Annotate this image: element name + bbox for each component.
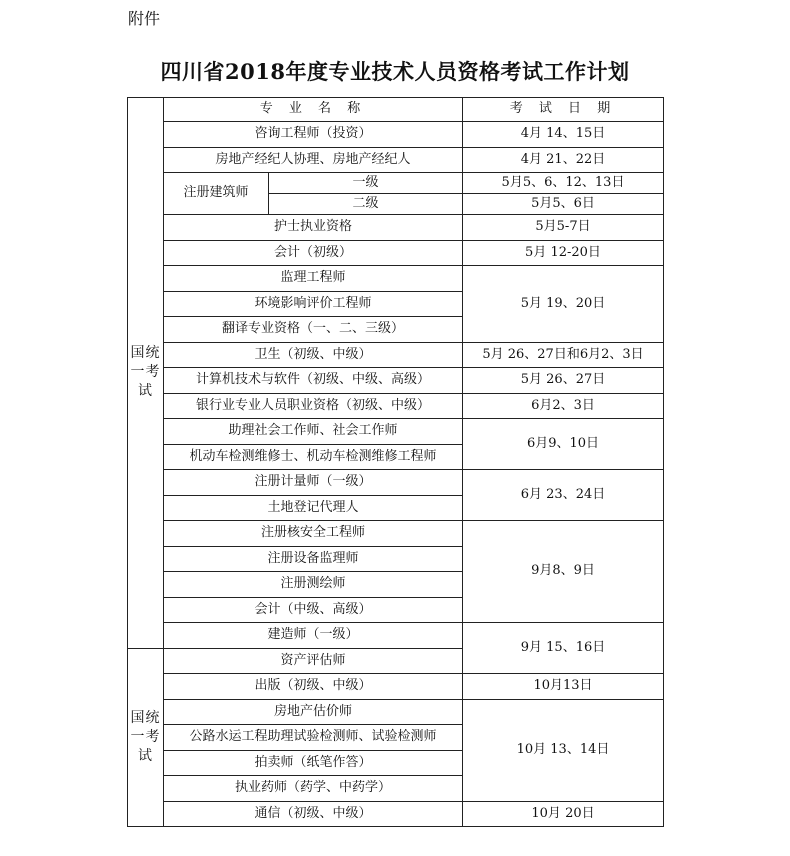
header-date-cell: 考 试 日 期 (463, 98, 664, 122)
exam-date: 5月 26、27日和6月2、3日 (463, 342, 664, 368)
table-header-row (128, 98, 664, 122)
exam-name: 拍卖师（纸笔作答） (164, 750, 463, 776)
table-row (128, 623, 664, 649)
table-row (128, 342, 664, 368)
exam-date: 4月 21、22日 (463, 147, 664, 173)
exam-name: 公路水运工程助理试验检测师、试验检测师 (164, 725, 463, 751)
exam-name: 银行业专业人员职业资格（初级、中级） (164, 393, 463, 419)
exam-name: 护士执业资格 (164, 215, 463, 241)
exam-date: 9月 15、16日 (463, 623, 664, 674)
exam-name: 注册计量师（一级） (164, 470, 463, 496)
exam-name: 会计（中级、高级） (164, 597, 463, 623)
exam-name: 会计（初级） (164, 240, 463, 266)
table-row (128, 240, 664, 266)
exam-name: 资产评估师 (164, 648, 463, 674)
exam-date: 9月8、9日 (463, 521, 664, 623)
exam-date: 5月 26、27日 (463, 368, 664, 394)
header-name-cell: 专 业 名 称 (164, 98, 463, 122)
exam-schedule-table (127, 97, 664, 827)
table-row (128, 521, 664, 547)
exam-date: 5月 19、20日 (463, 266, 664, 343)
table-row (128, 801, 664, 827)
exam-name: 注册测绘师 (164, 572, 463, 598)
table-row (128, 215, 664, 241)
exam-name: 执业药师（药学、中药学） (164, 776, 463, 802)
exam-name: 注册建筑师 (164, 173, 269, 215)
table-row (128, 393, 664, 419)
exam-name: 翻译专业资格（一、二、三级） (164, 317, 463, 343)
exam-date: 10月13日 (463, 674, 664, 700)
exam-name: 通信（初级、中级） (164, 801, 463, 827)
page-title: 四川省2018年度专业技术人员资格考试工作计划 (160, 59, 630, 84)
group-label-2: 国统一考试 (128, 648, 164, 827)
attachment-label: 附件 (128, 9, 161, 28)
exam-name: 房地产估价师 (164, 699, 463, 725)
table-row (128, 674, 664, 700)
exam-date: 4月 14、15日 (463, 122, 664, 148)
exam-name: 建造师（一级） (164, 623, 463, 649)
exam-date: 6月 23、24日 (463, 470, 664, 521)
table-row (128, 419, 664, 445)
exam-date: 5月5、6、12、13日 (463, 173, 664, 194)
table-row (128, 368, 664, 394)
exam-date: 5月5-7日 (463, 215, 664, 241)
table-row (128, 122, 664, 148)
exam-date: 10月 20日 (463, 801, 664, 827)
group-label-1: 国统一考试 (128, 98, 164, 649)
exam-name: 咨询工程师（投资） (164, 122, 463, 148)
table-row (128, 173, 664, 194)
exam-name: 土地登记代理人 (164, 495, 463, 521)
exam-name: 环境影响评价工程师 (164, 291, 463, 317)
exam-sub-level: 二级 (269, 194, 463, 215)
exam-name: 机动车检测维修士、机动车检测维修工程师 (164, 444, 463, 470)
exam-name: 出版（初级、中级） (164, 674, 463, 700)
table-row (128, 470, 664, 496)
exam-name: 注册核安全工程师 (164, 521, 463, 547)
exam-date: 6月9、10日 (463, 419, 664, 470)
exam-name: 房地产经纪人协理、房地产经纪人 (164, 147, 463, 173)
exam-name: 计算机技术与软件（初级、中级、高级） (164, 368, 463, 394)
table-row (128, 147, 664, 173)
exam-name: 注册设备监理师 (164, 546, 463, 572)
exam-date: 10月 13、14日 (463, 699, 664, 801)
exam-date: 6月2、3日 (463, 393, 664, 419)
table-row (128, 266, 664, 292)
exam-name: 卫生（初级、中级） (164, 342, 463, 368)
exam-date: 5月5、6日 (463, 194, 664, 215)
exam-name: 助理社会工作师、社会工作师 (164, 419, 463, 445)
exam-name: 监理工程师 (164, 266, 463, 292)
exam-date: 5月 12-20日 (463, 240, 664, 266)
exam-sub-level: 一级 (269, 173, 463, 194)
table-row (128, 699, 664, 725)
